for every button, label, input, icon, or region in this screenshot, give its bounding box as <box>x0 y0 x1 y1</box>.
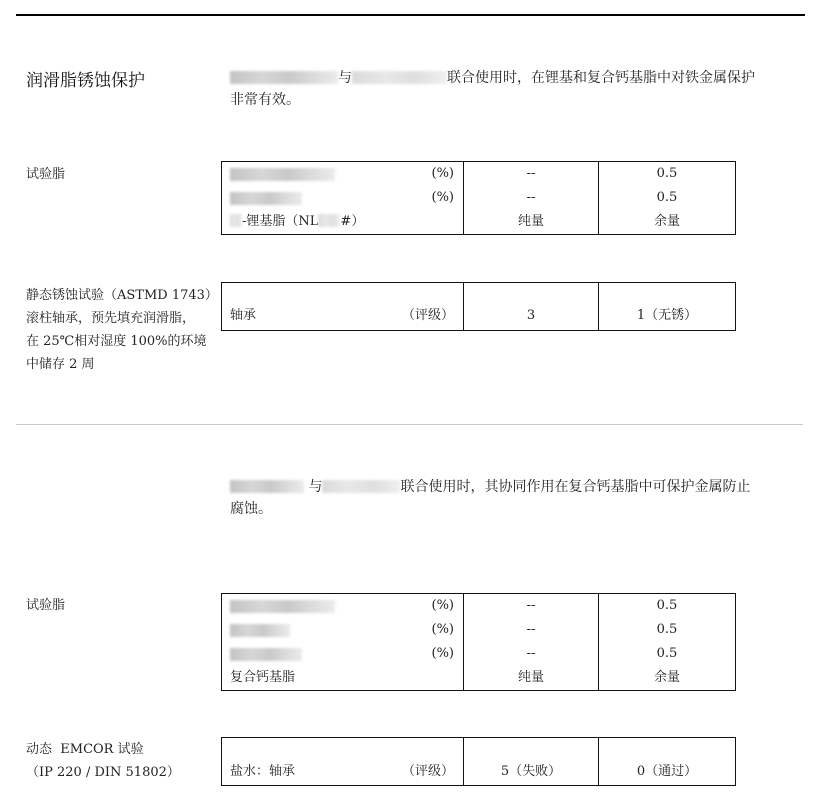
cell-value: -- <box>526 166 536 181</box>
control-column <box>464 594 599 691</box>
label-line: 在 25℃相对湿度 100%的环境 <box>26 334 207 349</box>
unit-label: (%) <box>431 622 454 637</box>
redacted-product-name <box>352 71 447 84</box>
redacted-component-name <box>230 168 335 181</box>
cell-value: 1（无锈） <box>636 308 698 323</box>
table-row <box>222 210 463 234</box>
emcor-test-table <box>221 737 736 786</box>
joiner-text: 与 <box>338 70 352 86</box>
cell-value: 3 <box>526 308 536 323</box>
test-item: 盐水：轴承 <box>230 764 296 779</box>
table-row <box>222 666 463 690</box>
redacted-component-name <box>230 192 302 205</box>
unit-label: (%) <box>431 166 454 181</box>
section-heading: 润滑脂锈蚀保护 <box>26 71 145 91</box>
paragraph-line-1 <box>230 67 805 89</box>
label-line: 中储存 2 周 <box>26 357 95 372</box>
cell-value: 0.5 <box>656 190 678 205</box>
cell-value: 0（通过） <box>636 764 698 779</box>
item-column <box>222 283 464 331</box>
label-line: 静态锈蚀试验（ASTMD 1743） <box>26 288 218 303</box>
test-column <box>599 594 736 691</box>
rust-test-table <box>221 282 736 331</box>
paragraph-text: 联合使用时，在锂基和复合钙基脂中对铁金属保护 <box>447 70 755 86</box>
unit-label: （评级） <box>401 764 454 779</box>
table-row <box>222 186 463 210</box>
component-column <box>222 162 464 235</box>
cell-value: -- <box>526 598 536 613</box>
rust-test-label <box>26 284 218 376</box>
test-grease-table <box>221 161 736 235</box>
test-column <box>599 283 736 331</box>
test-grease-table <box>221 593 736 691</box>
table-row <box>222 162 463 186</box>
label-line: 滚柱轴承，预先填充润滑脂， <box>26 311 196 326</box>
redacted-fragment <box>230 214 242 227</box>
redacted-product-name <box>230 480 304 493</box>
label-line: 动态 EMCOR 试验 <box>26 742 144 757</box>
paragraph-text: 联合使用时，其协同作用在复合钙基脂中可保护金属防止 <box>400 479 751 495</box>
cell-value: 0.5 <box>656 646 678 661</box>
base-grease-name: -锂基脂（NL #） <box>230 210 364 234</box>
redacted-fragment <box>318 214 340 227</box>
test-grease-label: 试验脂 <box>26 167 66 182</box>
section1-paragraph <box>230 67 805 111</box>
cell-value: -- <box>526 622 536 637</box>
control-column <box>464 162 599 235</box>
test-grease-label: 试验脂 <box>26 598 66 613</box>
component-column <box>222 594 464 691</box>
cell-value: 0.5 <box>656 166 678 181</box>
test-item: 轴承 <box>230 308 257 323</box>
redacted-component-name <box>230 624 290 637</box>
emcor-test-label <box>26 738 180 784</box>
paragraph-line-2: 腐蚀。 <box>230 501 272 517</box>
unit-label: （评级） <box>401 308 454 323</box>
unit-label: (%) <box>431 190 454 205</box>
cell-value: 纯量 <box>517 214 544 229</box>
cell-value: 纯量 <box>517 670 544 685</box>
joiner-text: 与 <box>308 479 323 495</box>
table-row <box>222 594 463 618</box>
unit-label: (%) <box>431 646 454 661</box>
redacted-product-name <box>230 71 338 84</box>
cell-value: 5（失败） <box>500 764 562 779</box>
redacted-product-name <box>322 480 400 493</box>
section2-paragraph <box>230 476 805 520</box>
table-row <box>222 642 463 666</box>
control-column <box>464 283 599 331</box>
item-column <box>222 738 464 786</box>
table-row <box>222 618 463 642</box>
cell-value: 0.5 <box>656 622 678 637</box>
base-grease-name: 复合钙基脂 <box>230 670 296 685</box>
control-column <box>464 738 599 786</box>
redacted-component-name <box>230 648 302 661</box>
cell-value: 0.5 <box>656 598 678 613</box>
redacted-component-name <box>230 600 335 613</box>
cell-value: 余量 <box>653 670 680 685</box>
cell-value: -- <box>526 190 536 205</box>
cell-value: 余量 <box>653 214 680 229</box>
section-divider <box>16 424 803 425</box>
test-column <box>599 738 736 786</box>
test-column <box>599 162 736 235</box>
cell-value: -- <box>526 646 536 661</box>
paragraph-line-2: 非常有效。 <box>230 92 300 108</box>
unit-label: (%) <box>431 598 454 613</box>
label-line: （IP 220 / DIN 51802） <box>26 765 180 780</box>
paragraph-line-1 <box>230 476 805 498</box>
top-rule <box>16 14 805 16</box>
